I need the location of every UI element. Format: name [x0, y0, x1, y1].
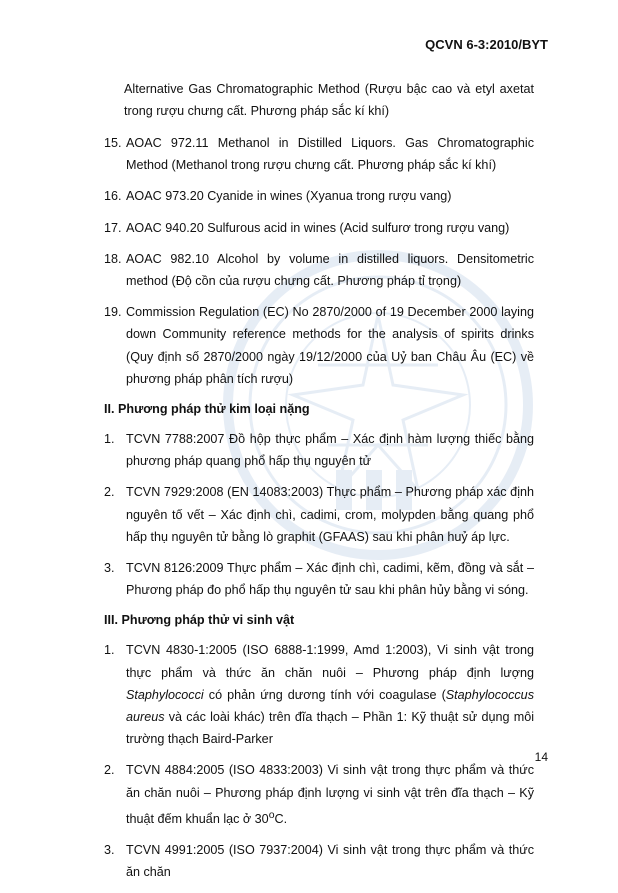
item-number: 3. — [104, 561, 115, 576]
list-item — [104, 481, 534, 548]
document-body — [104, 78, 534, 893]
item-number: 17. — [104, 220, 122, 235]
reference-item-18 — [104, 248, 534, 292]
page-number: 14 — [534, 750, 548, 764]
item-number: 16. — [104, 189, 122, 204]
item-number: 3. — [104, 843, 115, 858]
item-text-part: TCVN 4830-1:2005 (ISO 6888-1:1999, Amd 1:2003), Vi sinh vật trong thực phẩm và thức ăn chăn nuôi – Phương pháp định lượng — [126, 643, 534, 680]
item-text-italic: Staphylococci — [126, 687, 204, 702]
degree-superscript: o — [268, 808, 275, 821]
item-text: TCVN 4991:2005 (ISO 7937:2004) Vi sinh vật trong thực phẩm và thức ăn chăn — [126, 843, 534, 880]
reference-item-15 — [104, 132, 534, 176]
item-text-part: có phản ứng dương tính với coagulase ( — [203, 687, 446, 702]
reference-item-17 — [104, 217, 534, 239]
item-text: AOAC 940.20 Sulfurous acid in wines (Acid sulfurơ trong rượu vang) — [126, 220, 510, 235]
document-code: QCVN 6-3:2010/BYT — [425, 37, 548, 52]
list-item — [104, 839, 534, 883]
item-text: TCVN 8126:2009 Thực phẩm – Xác định chì, cadimi, kẽm, đồng và sắt – Phương pháp đo phổ hấp thụ nguyên tử sau khi phân hủy bằng vi sóng. — [126, 561, 534, 598]
list-item — [104, 428, 534, 472]
item-text: Commission Regulation (EC) No 2870/2000 of 19 December 2000 laying down Community reference methods for the analysis of spirits drinks (Quy định số 2870/2000 ngày 19/12/2000 của Uỷ ban Châu Âu (EC) về phương pháp phân tích rượu) — [126, 305, 534, 386]
temperature-unit: C. — [274, 812, 288, 827]
item-text: AOAC 973.20 Cyanide in wines (Xyanua trong rượu vang) — [126, 189, 452, 204]
item-number: 2. — [104, 763, 115, 778]
item-number: 2. — [104, 485, 115, 500]
reference-continuation: Alternative Gas Chromatographic Method (Rượu bậc cao và etyl axetat trong rượu chưng cất. Phương pháp sắc kí khí) — [124, 82, 534, 118]
list-item — [104, 639, 534, 750]
item-number: 1. — [104, 643, 115, 658]
list-item — [104, 759, 534, 830]
heavy-metals-list — [104, 428, 534, 601]
section-heading-microbiology: III. Phương pháp thử vi sinh vật — [104, 613, 295, 628]
item-number: 18. — [104, 251, 122, 266]
reference-list — [104, 132, 534, 390]
item-number: 15. — [104, 136, 122, 150]
item-text: TCVN 7788:2007 Đồ hộp thực phẩm – Xác định hàm lượng thiếc bằng phương pháp quang phổ hấp thụ nguyên tử — [126, 432, 534, 469]
item-text-part: và các loài khác) trên đĩa thạch – Phần 1: Kỹ thuật sử dụng môi trường thạch Baird-Parker — [126, 710, 534, 747]
item-number: 19. — [104, 305, 122, 320]
list-item — [104, 557, 534, 601]
section-heading-heavy-metals: II. Phương pháp thử kim loại nặng — [104, 402, 310, 417]
reference-item-16 — [104, 185, 534, 207]
item-text: TCVN 4884:2005 (ISO 4833:2003) Vi sinh vật trong thực phẩm và thức ăn chăn nuôi – Phương pháp định lượng vi sinh vật trên đĩa thạch – Kỹ thuật đếm khuẩn lạc ở 30 — [126, 763, 534, 827]
microbiology-list — [104, 639, 534, 883]
reference-item-19 — [104, 301, 534, 390]
item-text-italic: Staphylococcus aureus — [126, 687, 534, 725]
item-text: TCVN 7929:2008 (EN 14083:2003) Thực phẩm – Phương pháp xác định nguyên tố vết – Xác định chì, cadimi, crom, molypden bằng quang phổ hấp thụ nguyên tử bằng lò graphit (GFAAS) sau khi phân huỷ áp lực. — [126, 485, 534, 544]
item-number: 1. — [104, 432, 115, 447]
item-text: AOAC 972.11 Methanol in Distilled Liquors. Gas Chromatographic Method (Methanol trong rượu chưng cất. Phương pháp sắc kí khí) — [126, 136, 534, 173]
item-text: AOAC 982.10 Alcohol by volume in distilled liquors. Densitometric method (Độ cồn của rượu chưng cất. Phương pháp tỉ trọng) — [126, 251, 534, 289]
